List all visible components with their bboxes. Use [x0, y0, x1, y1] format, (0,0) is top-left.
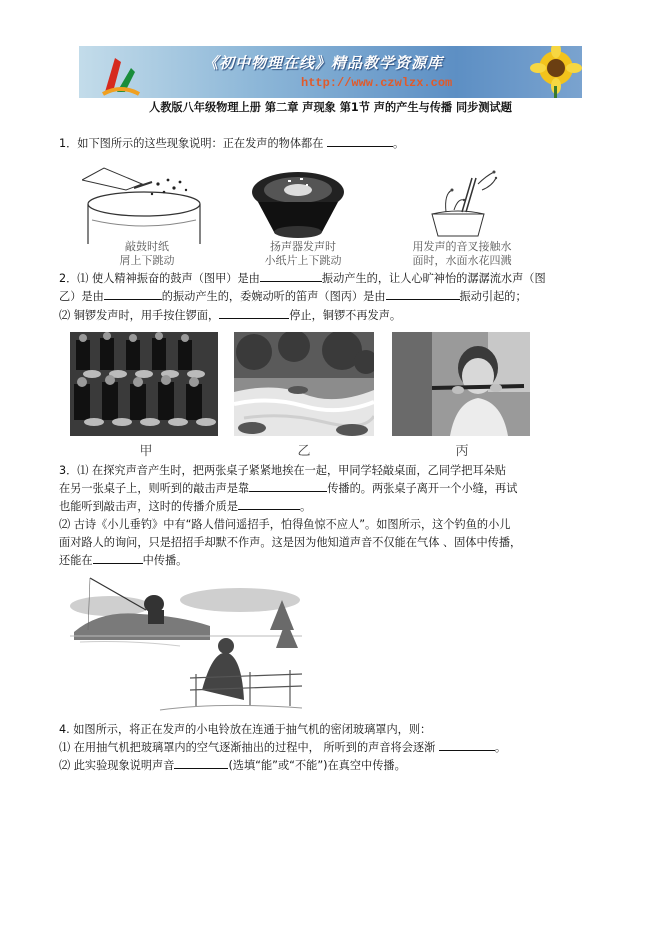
- tuning-fork-illustration: [424, 164, 504, 240]
- q3-line1: 3．⑴ 在探究声音产生时，把两张桌子紧紧地挨在一起，甲同学轻敲桌面，乙同学把耳朵贴: [59, 464, 506, 477]
- sunflower-icon: [526, 46, 582, 98]
- q3-blank-table[interactable]: [249, 480, 327, 492]
- banner-url[interactable]: http://www.czwlzx.com: [301, 76, 453, 90]
- q2-line2: 乙）是由 的振动产生的，委婉动听的笛声（图丙）是由 振动引起的；: [59, 290, 527, 303]
- q3-line4: ⑵ 古诗《小儿垂钓》中有“路人借问遥招手，怕得鱼惊不应人”。如图所示，这个钓鱼的小儿: [59, 518, 511, 531]
- q3-line2: 在另一张桌子上，则听到的敲击声是靠 传播的。两张桌子离开一个小缝，再试: [59, 482, 518, 495]
- q3-line6: 还能在 中传播。: [59, 554, 188, 567]
- label-yi: 乙: [297, 444, 311, 459]
- drummers-photo: [70, 332, 218, 436]
- caption-speaker: 扬声器发声时 小纸片上下跳动: [264, 240, 342, 267]
- header-banner: [79, 46, 582, 98]
- stream-photo: [234, 332, 374, 436]
- child-fishing-illustration: [70, 570, 302, 718]
- q3-blank-medium[interactable]: [238, 498, 300, 510]
- document-title: 人教版八年级物理上册 第二章 声现象 第1节 声的产生与传播 同步测试题: [149, 101, 512, 114]
- q1-answer-blank[interactable]: [327, 135, 393, 147]
- q2-line3: ⑵ 铜锣发声时，用手按住锣面， 停止，铜锣不再发声。: [59, 309, 402, 322]
- caption-tuning-fork: 用发声的音叉接触水 面时，水面水花四溅: [412, 240, 512, 267]
- q2-blank-flute[interactable]: [386, 288, 460, 300]
- q3-line5: 面对路人的询问，只是招招手却默不作声。这是因为他知道声音不仅能在气体 、固体中传播，: [59, 536, 522, 549]
- q2-blank-drum[interactable]: [260, 270, 322, 282]
- caption-drum: 敲鼓时纸 屑上下跳动: [119, 240, 175, 267]
- speaker-illustration: [248, 168, 348, 240]
- flute-player-photo: [392, 332, 530, 436]
- logo-icon: [97, 48, 145, 98]
- q4-line1: 4. 如图所示，将正在发声的小电铃放在连通于抽气机的密闭玻璃罩内，则：: [59, 723, 432, 736]
- q2-line1: 2．⑴ 使人精神振奋的鼓声（图甲）是由 振动产生的，让人心旷神怡的潺潺流水声（图: [59, 272, 546, 285]
- banner-title: 《初中物理在线》精品教学资源库: [203, 54, 444, 72]
- q4-blank-volume[interactable]: [439, 739, 495, 751]
- q4-blank-vacuum[interactable]: [174, 757, 228, 769]
- q3-blank-liquid[interactable]: [93, 552, 143, 564]
- q4-line2: ⑴ 在用抽气机把玻璃罩内的空气逐渐抽出的过程中， 所听到的声音将会逐渐 。: [59, 741, 507, 754]
- label-jia: 甲: [139, 444, 153, 459]
- q4-line3: ⑵ 此实验现象说明声音 (选填“能”或“不能”)在真空中传播。: [59, 759, 406, 772]
- q3-line3: 也能听到敲击声，这时的传播介质是 。: [59, 500, 312, 513]
- drum-illustration: [82, 160, 206, 244]
- q2-blank-gong[interactable]: [219, 307, 289, 319]
- q1-text: 1．如下图所示的这些现象说明：正在发声的物体都在 。: [59, 137, 405, 150]
- label-bing: 丙: [455, 444, 469, 459]
- q2-blank-water[interactable]: [104, 288, 162, 300]
